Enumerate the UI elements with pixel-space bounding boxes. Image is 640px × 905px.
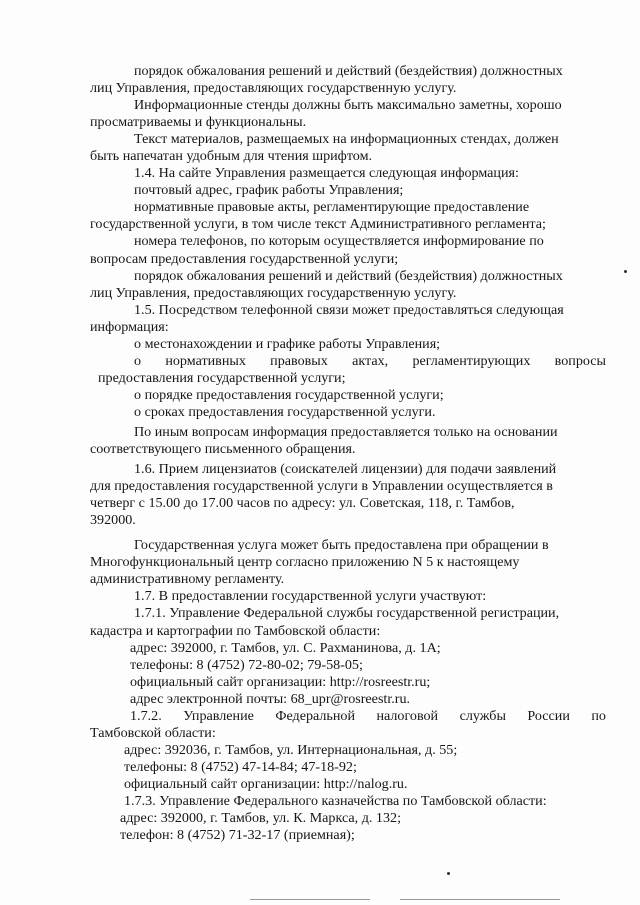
word: 1.7.2. (130, 707, 162, 724)
word: нормативных (165, 352, 246, 369)
text-line: почтовый адрес, график работы Управления; (134, 182, 404, 199)
text-line: вопросам предоставления государственной услуги; (90, 250, 399, 267)
text-line: официальный сайт организации: http://rosreestr.ru; (130, 673, 431, 690)
word: Федеральной (275, 707, 355, 724)
text-line: адрес: 392000, г. Тамбов, ул. С. Рахманинова, д. 1А; (130, 639, 441, 656)
text-line: порядок обжалования решений и действий (бездействия) должностных (134, 63, 563, 79)
spacer (90, 529, 606, 537)
text-line: Тамбовской области: (90, 724, 216, 741)
scan-speck (447, 872, 450, 875)
text-line: номера телефонов, по которым осуществляется информирование по (134, 233, 544, 250)
text-line: лиц Управления, предоставляющих государственную услугу. (90, 284, 457, 301)
text-line: кадастра и картографии по Тамбовской области: (90, 622, 381, 639)
text-line: быть напечатан удобным для чтения шрифтом. (90, 148, 373, 165)
text-line: По иным вопросам информация предоставляется только на основании (134, 423, 558, 440)
word: вопросы (554, 352, 606, 369)
word: по (591, 707, 606, 724)
text-line: Информационные стенды должны быть максимально заметны, хорошо (134, 97, 562, 114)
text-line: о местонахождении и графике работы Управления; (134, 335, 441, 352)
text-line: официальный сайт организации: http://nalog.ru. (124, 775, 408, 792)
text-line: Государственная услуга может быть предоставлена при обращении в (134, 537, 549, 554)
text-line: адрес: 392000, г. Тамбов, ул. К. Маркса, д. 132; (120, 810, 401, 827)
text-line: 1.7. В предоставлении государственной услуги участвуют: (134, 588, 487, 605)
word: о (134, 352, 142, 369)
text-line: 1.5. Посредством телефонной связи может предоставляться следующая (134, 301, 564, 318)
text-line: телефон: 8 (4752) 71-32-17 (приемная); (120, 827, 355, 844)
word: правовых (270, 352, 328, 369)
text-line: для предоставления государственной услуги в Управлении осуществляется в (90, 478, 553, 495)
text-line: Многофункциональный центр согласно приложению N 5 к настоящему (90, 554, 520, 571)
paragraph (90, 63, 606, 80)
text-line: Текст материалов, размещаемых на информационных стендах, должен (134, 131, 559, 148)
text-line: государственной услуги, в том числе текст Административного регламента; (90, 216, 546, 233)
text-line: 392000. (90, 512, 136, 529)
text-line: о сроках предоставления государственной услуги. (134, 403, 436, 420)
text-line: предоставления государственной услуги; (98, 369, 346, 386)
text-line: адрес: 392036, г. Тамбов, ул. Интернациональная, д. 55; (124, 741, 458, 758)
justified-line (90, 708, 606, 725)
justified-line (90, 353, 606, 370)
text-line: лиц Управления, предоставляющих государственную услугу. (90, 80, 457, 97)
text-line: четверг с 15.00 до 17.00 часов по адресу: ул. Советская, 118, г. Тамбов, (90, 495, 515, 512)
text-line: телефоны: 8 (4752) 47-14-84; 47-18-92; (124, 758, 357, 775)
scan-speck (624, 270, 627, 273)
word: налоговой (376, 707, 439, 724)
text-line: телефоны: 8 (4752) 72-80-02; 79-58-05; (130, 656, 363, 673)
text-line: информация: (90, 318, 169, 335)
text-line: нормативные правовые акты, регламентирующие предоставление (134, 199, 530, 216)
word: актах, (352, 352, 389, 369)
text-line: 1.6. Прием лицензиатов (соискателей лицензии) для подачи заявлений (134, 461, 557, 478)
text-line: 1.7.3. Управление Федерального казначейства по Тамбовской области: (124, 792, 547, 809)
document-body (90, 63, 606, 844)
word: Управление (183, 707, 254, 724)
footer-rule (250, 899, 370, 900)
word: регламентирующих (412, 352, 531, 369)
text-line: административному регламенту. (90, 571, 285, 588)
text-line: 1.7.1. Управление Федеральной службы государственной регистрации, (134, 605, 560, 622)
text-line: просматриваемы и функциональны. (90, 114, 307, 131)
word: России (527, 707, 570, 724)
text-line: о порядке предоставления государственной услуги; (134, 386, 444, 403)
footer-rule (400, 899, 560, 900)
text-line: адрес электронной почты: 68_upr@rosreestr.ru. (130, 690, 411, 707)
text-line: порядок обжалования решений и действий (бездействия) должностных (134, 267, 563, 284)
word: службы (459, 707, 506, 724)
text-line: 1.4. На сайте Управления размещается следующая информация: (134, 165, 519, 182)
text-line: соответствующего письменного обращения. (90, 441, 356, 458)
